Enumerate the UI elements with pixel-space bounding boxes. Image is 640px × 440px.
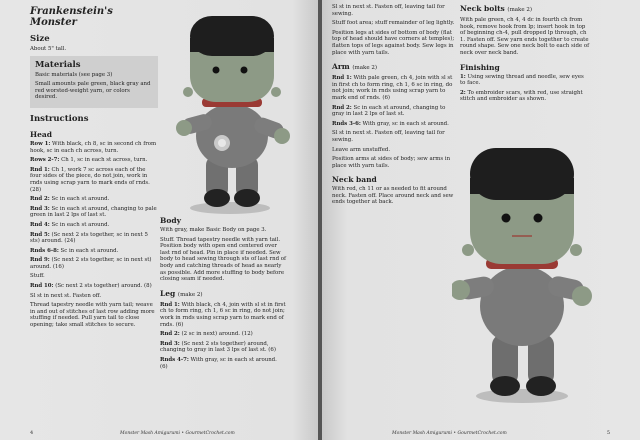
neckband-heading: Neck band [332,175,377,185]
left-page [0,0,318,440]
row-label: Rnd 1: [160,301,180,308]
instruction-row [460,90,590,103]
materials-item: Small amounts pale green, black gray and red worsted-weight yarn, or colors desired. [35,81,151,101]
row-text: (Sc next 2 sts together) around. (8) [53,283,152,290]
row-text: Sl st in next st. Fasten off, leaving tail for sewing. [332,130,445,143]
materials-heading: Materials [35,59,81,70]
row-text: Sc in each st around, changing to gray in last 2 lps of last st. [332,104,446,118]
instruction-row [30,273,158,280]
row-text: With gray, sc in each st around. [360,120,449,127]
arm-column [332,4,458,209]
instructions-heading: Instructions [30,113,89,124]
size-heading: Size [30,34,50,44]
page-number-left: 4 [30,430,34,436]
row-label: Rnds 6-8: [30,247,59,254]
neckbolts-text: With pale green, ch 4, 4 dc in fourth ch from hook, remove hook from lp; insert hook in top of beginning ch-4, pull dropped lp through, ch 1. Fasten off. Sew yarn ends together to create round shape. Sew one neck bolt to each side of neck over neck band. [460,17,590,56]
leg-continued: Stuff foot area; stuff remainder of leg lightly. [332,20,455,27]
instruction-row [30,302,158,328]
instruction-row [30,232,158,245]
row-label: Rows 2-7: [30,157,60,164]
instruction-row [332,75,458,101]
row-label: Rnd 9: [30,257,50,264]
instruction-row [30,157,158,164]
title-line-2: Monster [30,17,77,28]
instruction-row [160,341,286,354]
size-text: About 5" tall. [30,46,67,52]
instruction-row [332,156,458,169]
bolts-finishing-column [460,4,590,106]
instruction-row [30,196,158,203]
instruction-row [332,105,458,118]
row-label: 2: [460,89,466,96]
monster-doll-photo [172,8,292,218]
leg-make-count: (make 2) [177,291,203,298]
row-text: Stuff. [30,273,45,280]
body-paragraph: Stuff. Thread tapestry needle with yarn tail. Position body with open end centered over last rnd of head. Pin in place if needed. Sew body to head sewing through sts of last rnd of body and catching threads of head as nearly as possible. Add more stuffing to body before closing seam if needed. [160,236,286,283]
left-column [30,0,158,332]
instruction-row [460,74,590,87]
row-label: Rnds 4-7: [160,356,189,363]
row-text: Sc in each st around. [49,221,110,228]
right-page [322,0,640,440]
row-label: Row 1: [30,140,51,147]
row-text: To embroider scars, with red, use straight stitch and embroider as shown. [460,89,583,103]
footer-right: Monster Mash Amigurumi • GourmetCrochet.com [392,431,507,436]
row-text: Ch 1, work 7 sc across each of the four sides of the piece, do not join, work in rnds using scrap yarn to mark ends of rnds. (28) [30,166,150,193]
row-text: Leave arm unstuffed. [332,146,391,153]
title-line-1: Frankenstein's [30,6,113,17]
materials-box [30,56,158,108]
instruction-row [30,293,158,300]
instruction-row [160,357,286,370]
instruction-row [30,248,158,255]
instruction-row [30,167,158,193]
finishing-heading: Finishing [460,62,500,72]
row-label: Rnd 2: [160,331,180,338]
footer-left: Monster Mash Amigurumi • GourmetCrochet.com [120,431,235,436]
body-heading: Body [160,216,181,225]
instruction-row [30,222,158,229]
row-text: Sc in each st around. [49,196,110,203]
row-label: Rnds 3-6: [332,120,361,127]
row-label: Rnd 10: [30,283,54,290]
row-text: With black, ch 4, join with sl st in first ch to form ring, ch 1, 6 sc in ring, do not join; work in rnds using scrap yarn to mark end of rnds. (6) [160,301,286,328]
row-text: With pale green, ch 4, join with sl st in first ch to form ring, ch 1, 6 sc in ring, do not join; work in rnds using scrap yarn to mark end of rnds. (6) [332,75,453,101]
row-text: (2 sc in next) around. (12) [179,331,253,338]
leg-heading-label: Leg [160,288,176,298]
row-text: With black, ch 8, sc in second ch from hook, sc in each ch across, turn. [30,140,157,154]
instruction-row [30,141,158,154]
row-label: Rnd 2: [30,196,50,203]
leg-continued: Sl st in next st. Fasten off, leaving tail for sewing. [332,4,445,17]
arm-instructions [332,75,458,169]
row-text: Sc in each st around, changing to pale green in last 2 lps of last st. [30,205,157,219]
row-text: Thread tapestry needle with yarn tail; weave in and out of stitches of last row adding more stuffing if needed. Pull yarn tail to close opening; take small stitches to secure. [30,302,155,329]
row-text: With gray, sc in each st around. (6) [160,356,277,370]
leg-continued: Position legs at sides of bottom of body (flat top of head should have corners at temples); flatten tops of legs against body. Sew legs in place with yarn tails. [332,29,455,56]
row-text: Ch 1, sc in each st across, turn. [59,157,148,164]
row-label: 1: [460,73,466,80]
row-text: Sl st in next st. Fasten off. [30,292,102,299]
row-label: Rnd 5: [30,231,50,238]
neckband-text: With red, ch 11 or as needed to fit around neck. Fasten off. Place around neck and sew ends together at back. [332,186,454,206]
row-text: (Sc next 2 sts together, sc in next 5 sts) around. (24) [30,231,148,245]
arm-make-count: (make 2) [352,65,377,72]
neckbolts-make-count: (make 2) [507,7,533,13]
row-label: Rnd 4: [30,221,50,228]
head-instructions [30,141,158,329]
instruction-row [160,331,286,338]
finishing-instructions [460,74,590,103]
row-label: Rnd 1: [30,166,50,173]
neckbolts-heading [460,4,590,15]
body-leg-column [160,210,286,373]
instruction-row [30,283,158,290]
row-label: Rnd 3: [160,340,180,347]
page-number-right: 5 [606,430,610,436]
row-text: (Sc next 2 sts together, sc in next st) around. (16) [30,257,152,270]
instruction-row [160,302,286,328]
instruction-row [30,206,158,219]
row-text: Sc in each st around. [58,247,119,254]
arm-heading [332,62,458,73]
instruction-row [332,130,458,143]
instruction-row [30,257,158,270]
instruction-row [332,121,458,128]
materials-item: Basic materials (see page 3) [35,71,113,78]
leg-heading [160,289,286,300]
neckbolts-heading-label: Neck bolts [460,4,505,13]
head-heading: Head [30,129,52,139]
row-text: (Sc next 2 sts together) around, changing to gray in last 3 lps of last st. (6) [160,340,276,354]
monster-doll-photo-2 [452,138,592,408]
row-label: Rnd 1: [332,75,352,82]
row-label: Rnd 2: [332,104,352,111]
row-label: Rnd 3: [30,205,50,212]
row-text: Using sewing thread and needle, sew eyes to face. [460,73,584,87]
leg-instructions [160,302,286,370]
body-paragraph: With gray, make Basic Body on page 3. [160,227,267,233]
row-text: Position arms at sides of body; sew arms in place with yarn tails. [332,156,451,169]
pattern-title [30,6,158,28]
arm-heading-label: Arm [332,62,350,72]
instruction-row [332,147,458,154]
